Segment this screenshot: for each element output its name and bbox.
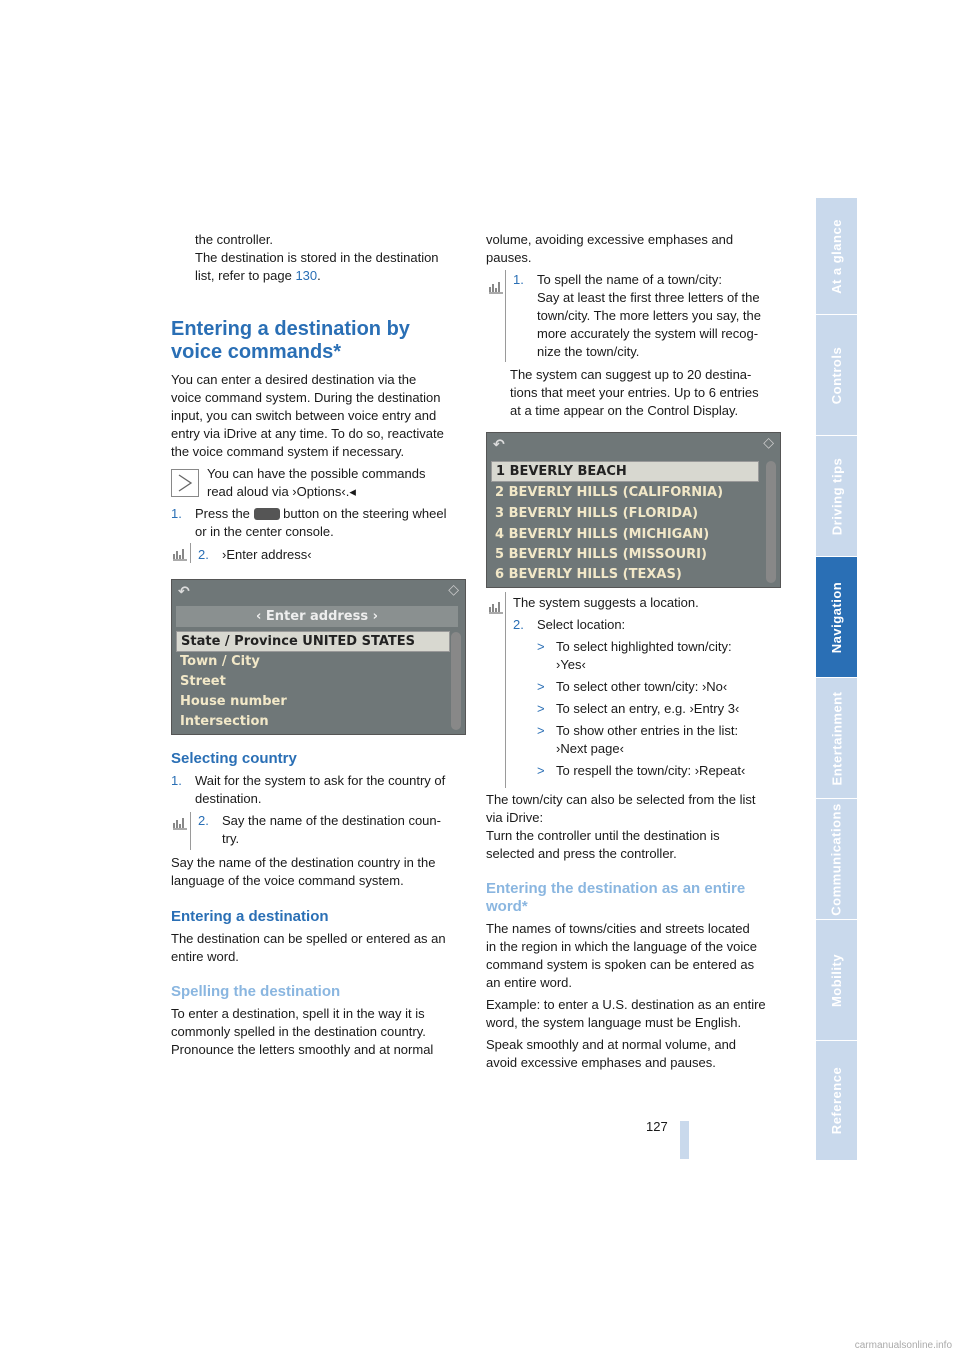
subheading-destination: Entering a destination — [171, 908, 329, 925]
control-display-enter-address — [171, 579, 466, 735]
tab-mobility[interactable]: Mobility — [816, 920, 857, 1041]
voice-command-icon — [172, 816, 188, 830]
voice-command-icon — [172, 547, 188, 561]
spell-step-1: 1. To spell the name of a town/city: Say at least the first three letters of the town/city. The more letters you say, the more accurately the system will recog- nize the town/city. — [513, 272, 761, 359]
entire-word-paragraph: The names of towns/cities and streets located in the region in which the language of the voice command system is spoken can be entered as an entire word. — [486, 921, 758, 990]
list-item: > To respell the town/city: ›Repeat‹ — [537, 763, 746, 778]
page-number: 127 — [646, 1119, 668, 1134]
list-item: > To select an entry, e.g. ›Entry 3‹ — [537, 701, 740, 716]
menu-row[interactable]: Town / City — [180, 654, 260, 669]
menu-row[interactable]: State / Province UNITED STATES — [176, 631, 450, 652]
suggest-note: The system suggests a location. — [513, 595, 699, 610]
country-step-2: 2. Say the name of the destination coun- try. — [198, 813, 441, 846]
page-marker — [680, 1121, 689, 1159]
tab-communications[interactable]: Communications — [816, 799, 857, 920]
note-text: You can have the possible commands read aloud via ›Options‹.◂ — [207, 466, 426, 499]
suggest-paragraph: The system can suggest up to 20 destina- tions that meet your entries. Up to 6 entries at a time appear on the Control Display. — [510, 367, 759, 418]
town-row[interactable]: 2 BEVERLY HILLS (CALIFORNIA) — [495, 485, 724, 500]
chapter-sidebar — [816, 198, 857, 1160]
list-item: > To show other entries in the list: ›Next page‹ — [537, 723, 739, 756]
select-step-2: 2. Select location: — [513, 617, 626, 632]
intro-text: the controller. The destination is stored in the destination list, refer to page 130. — [195, 232, 439, 283]
menu-row[interactable]: Intersection — [180, 714, 269, 729]
subheading-spelling: Spelling the destination — [171, 983, 341, 1000]
tab-navigation[interactable]: Navigation — [816, 557, 857, 678]
subheading-entire-word: Entering the destination as an entire word* — [486, 880, 746, 915]
controller-icon: ◇ — [448, 582, 459, 598]
back-arrow-icon: ↶ — [178, 584, 190, 600]
tab-entertainment[interactable]: Entertainment — [816, 678, 857, 799]
list-item: > To select other town/city: ›No‹ — [537, 679, 728, 694]
town-row[interactable]: 6 BEVERLY HILLS (TEXAS) — [495, 567, 682, 582]
list-item: > To select highlighted town/city: ›Yes‹ — [537, 639, 732, 672]
watermark: carmanualsonline.info — [854, 1340, 952, 1351]
example-paragraph: Example: to enter a U.S. destination as an entire word, the system language must be English. — [486, 997, 766, 1030]
country-step-1: 1. Wait for the system to ask for the country of destination. — [171, 773, 446, 806]
scrollbar[interactable] — [451, 632, 461, 730]
right-intro: volume, avoiding excessive emphases and pauses. — [486, 232, 734, 265]
speak-paragraph: Speak smoothly and at normal volume, and avoid excessive emphases and pauses. — [486, 1037, 737, 1070]
menu-row[interactable]: House number — [180, 694, 287, 709]
intro-paragraph: You can enter a desired destination via the voice command system. During the destination input, you can switch between voice entry and entry via iDrive at any time. To do so, reactivate the voice command system if necessary. — [171, 372, 444, 459]
destination-paragraph: The destination can be spelled or entered as an entire word. — [171, 931, 446, 964]
voice-command-icon — [488, 280, 504, 294]
control-display-town-list — [486, 432, 781, 588]
subheading-country: Selecting country — [171, 750, 297, 767]
voice-command-icon — [488, 600, 504, 614]
idrive-paragraph: The town/city can also be selected from the list via iDrive: Turn the controller until the destination is selected and press the controller. — [486, 792, 756, 861]
town-row[interactable]: 3 BEVERLY HILLS (FLORIDA) — [495, 506, 699, 521]
bullet-list — [537, 638, 787, 780]
note-arrow-icon — [171, 469, 199, 497]
town-row[interactable]: 5 BEVERLY HILLS (MISSOURI) — [495, 547, 707, 562]
voice-button-icon — [254, 508, 280, 520]
screen-header: ‹ Enter address › — [176, 606, 458, 627]
step-2: 2. ›Enter address‹ — [198, 547, 312, 562]
town-row[interactable]: 1 BEVERLY BEACH — [491, 461, 759, 482]
back-arrow-icon: ↶ — [493, 437, 505, 453]
menu-row[interactable]: Street — [180, 674, 226, 689]
controller-icon: ◇ — [763, 435, 774, 451]
tab-at-a-glance[interactable]: At a glance — [816, 198, 857, 315]
country-paragraph: Say the name of the destination country in the language of the voice command system. — [171, 855, 436, 888]
section-title: Entering a destination by voice commands* — [171, 318, 410, 363]
tab-driving-tips[interactable]: Driving tips — [816, 436, 857, 557]
scrollbar[interactable] — [766, 461, 776, 583]
town-row[interactable]: 4 BEVERLY HILLS (MICHIGAN) — [495, 527, 710, 542]
spelling-paragraph: To enter a destination, spell it in the way it is commonly spelled in the destination country. Pronounce the letters smoothly and at normal — [171, 1006, 434, 1057]
page-link[interactable]: 130 — [295, 268, 318, 283]
tab-controls[interactable]: Controls — [816, 315, 857, 436]
step-1: 1. Press the button on the steering wheel or in the center console. — [171, 506, 447, 539]
tab-reference[interactable]: Reference — [829, 1066, 844, 1135]
